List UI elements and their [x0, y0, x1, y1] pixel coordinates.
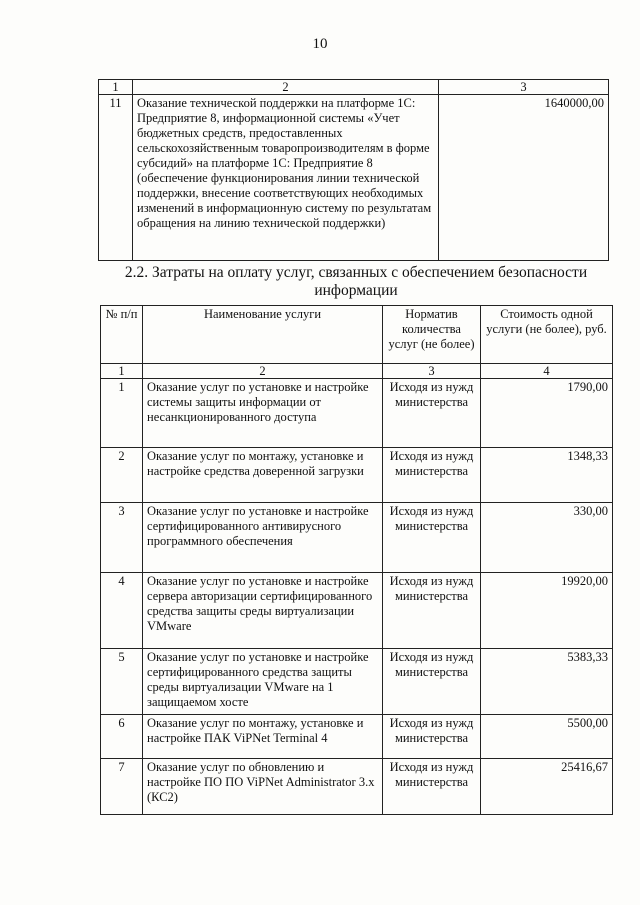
column-index: 3 — [439, 80, 609, 95]
table-row — [101, 503, 613, 573]
service-cost: 330,00 — [481, 503, 613, 573]
service-cost: 1348,33 — [481, 448, 613, 503]
row-number: 1 — [101, 379, 143, 448]
service-name: Оказание услуг по установке и настройке сертифицированного средства защиты среды виртуализации VMware на 1 защищаемом хосте — [143, 649, 383, 715]
row-number: 2 — [101, 448, 143, 503]
service-name: Оказание услуг по монтажу, установке и настройке средства доверенной загрузки — [143, 448, 383, 503]
service-cost: 19920,00 — [481, 573, 613, 649]
security-services-table — [100, 305, 613, 815]
header-norm: Норматив количества услуг (не более) — [383, 306, 481, 364]
table-row — [101, 448, 613, 503]
row-number: 11 — [99, 95, 133, 261]
row-number: 5 — [101, 649, 143, 715]
service-name: Оказание услуг по монтажу, установке и настройке ПАК ViPNet Terminal 4 — [143, 715, 383, 759]
service-name: Оказание услуг по установке и настройке сертифицированного антивирусного программного обеспечения — [143, 503, 383, 573]
column-index-row — [99, 80, 609, 95]
table-row — [101, 573, 613, 649]
column-index-row — [101, 364, 613, 379]
service-norm: Исходя из нужд министерства — [383, 379, 481, 448]
service-norm: Исходя из нужд министерства — [383, 573, 481, 649]
service-norm: Исходя из нужд министерства — [383, 649, 481, 715]
service-name: Оказание услуг по установке и настройке сервера авторизации сертифицированного средства защиты среды виртуализации VMware — [143, 573, 383, 649]
service-name: Оказание технической поддержки на платформе 1С: Предприятие 8, информационной системы «Учет бюджетных средств, предоставленных сельскохозяйственным товаропроизводителям в форме субсидий» на платформе 1С: Предприятие 8 (обеспечение функционирования линии технической поддержки, внесение соответствующих необходимых изменений в информационную систему по результатам обращения на линию технической поддержки) — [133, 95, 439, 261]
header-row — [101, 306, 613, 364]
page-number: 10 — [312, 36, 328, 52]
service-norm: Исходя из нужд министерства — [383, 503, 481, 573]
column-index: 3 — [383, 364, 481, 379]
table-row — [101, 379, 613, 448]
service-norm: Исходя из нужд министерства — [383, 759, 481, 815]
service-cost: 5383,33 — [481, 649, 613, 715]
service-norm: Исходя из нужд министерства — [383, 715, 481, 759]
header-number: № п/п — [101, 306, 143, 364]
column-index: 4 — [481, 364, 613, 379]
services-table-continued — [98, 79, 609, 261]
row-number: 6 — [101, 715, 143, 759]
table-row — [99, 95, 609, 261]
column-index: 1 — [101, 364, 143, 379]
header-cost: Стоимость одной услуги (не более), руб. — [481, 306, 613, 364]
service-cost: 25416,67 — [481, 759, 613, 815]
service-cost: 1640000,00 — [439, 95, 609, 261]
service-name: Оказание услуг по установке и настройке системы защиты информации от несанкционированного доступа — [143, 379, 383, 448]
row-number: 7 — [101, 759, 143, 815]
service-cost: 5500,00 — [481, 715, 613, 759]
header-service-name: Наименование услуги — [143, 306, 383, 364]
table-row — [101, 715, 613, 759]
column-index: 1 — [99, 80, 133, 95]
table-row — [101, 649, 613, 715]
section-title: 2.2. Затраты на оплату услуг, связанных с обеспечением безопасности информации — [124, 264, 588, 299]
row-number: 3 — [101, 503, 143, 573]
table-row — [101, 759, 613, 815]
column-index: 2 — [133, 80, 439, 95]
row-number: 4 — [101, 573, 143, 649]
service-norm: Исходя из нужд министерства — [383, 448, 481, 503]
column-index: 2 — [143, 364, 383, 379]
service-name: Оказание услуг по обновлению и настройке ПО ПО ViPNet Administrator 3.x (КС2) — [143, 759, 383, 815]
service-cost: 1790,00 — [481, 379, 613, 448]
